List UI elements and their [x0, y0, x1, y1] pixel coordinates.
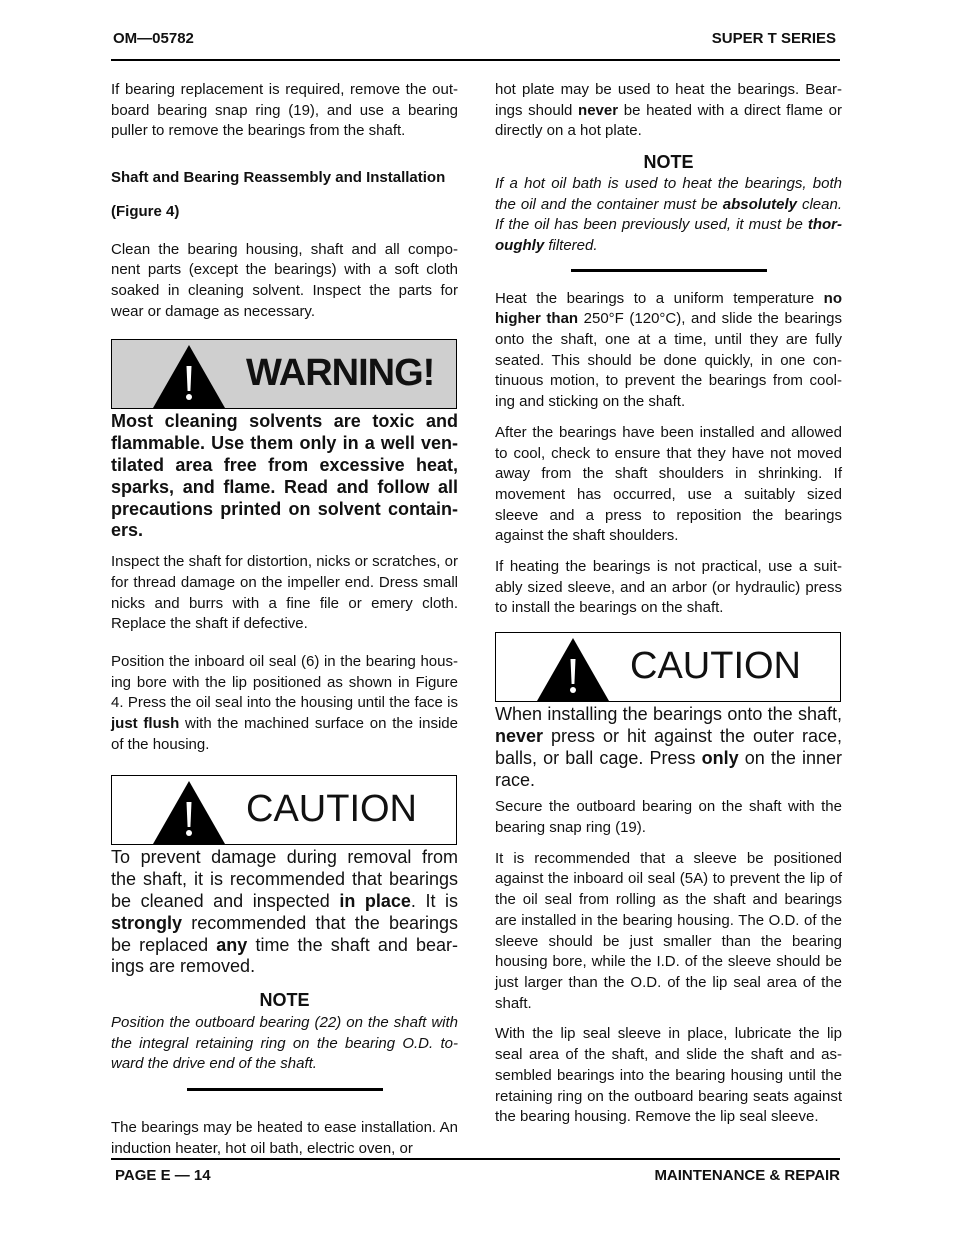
- sleeve-recommendation-text: It is recommended that a sleeve be positioned against the inboard oil seal (5A) to prevent the lip of the oil seal from rolling as the shaft and bearings are installed in the bearing housing. The O.D. of the sleeve should be just smaller than the bearing housing bore, while the I.D. of the sleeve should be just larger than the O.D. of the lip seal area of the shaft.: [495, 849, 842, 1012]
- oil-seal-text: [111, 652, 458, 756]
- heat-emphasis: no higher than: [495, 289, 842, 328]
- series-title: SUPER T SERIES: [711, 30, 836, 47]
- note-text-part: clean. If the oil has been previously used, it must be: [495, 195, 842, 234]
- caution-triangle-icon: [536, 637, 610, 701]
- caution-text: [111, 847, 458, 978]
- oil-seal-text-part: with the machined surface on the inside of the housing.: [111, 715, 458, 753]
- warning-box: [111, 339, 457, 409]
- caution-label: CAUTION: [246, 788, 417, 831]
- note-title: NOTE: [259, 990, 310, 1011]
- caution-text-part: When installing the bearings onto the shaft,: [495, 704, 842, 725]
- oil-seal-emphasis: just flush: [111, 715, 180, 733]
- note-title: NOTE: [643, 152, 694, 173]
- caution-text-part: time the shaft and bear-ings are removed.: [111, 934, 458, 977]
- hot-plate-text: [495, 80, 842, 142]
- hot-plate-emphasis: never: [578, 101, 619, 119]
- heating-text: The bearings may be heated to ease installation. An induction heater, hot oil bath, electric oven, or: [111, 1119, 458, 1157]
- caution-emphasis: any: [216, 934, 248, 955]
- heat-temperature-text: [495, 289, 842, 413]
- cooling-check-text: After the bearings have been installed and allowed to cool, check to ensure that they have not moved away from the shaft shoulders in shrinking. If movement has occurred, use a suitably sized sleeve and a press to reposition the bearings against the shaft shoulders.: [495, 423, 842, 545]
- caution-label: CAUTION: [630, 645, 801, 688]
- caution-text-part: press or hit against the outer race, balls, or ball cage. Press: [495, 725, 842, 768]
- note-emphasis: absolutely: [722, 195, 797, 213]
- hot-plate-text-part: be heated with a direct flame or directly on a hot plate.: [495, 101, 842, 140]
- warning-label: WARNING!: [246, 352, 435, 395]
- caution-text-part: To prevent damage during removal from the shaft, it is recommended that bearings be cleaned and inspected: [111, 847, 458, 912]
- caution-emphasis: in place: [339, 891, 411, 912]
- lubricate-text: With the lip seal sleeve in place, lubricate the lip seal area of the shaft, and slide the shaft and as-sembled bearings into the bearing housing until the retaining ring on the outboard bearing seats against the bearing housing. Remove the lip seal sleeve.: [495, 1025, 842, 1126]
- note-emphasis: thor-oughly: [495, 216, 842, 254]
- header-rule: [111, 59, 840, 61]
- caution-box: [495, 632, 841, 702]
- right-column: [495, 80, 842, 1128]
- heat-text-part: 250°F (120°C), and slide the bearings onto the shaft, one at a time, until they are fully seated. This should be done quickly, in one con-tinuous motion, to prevent the bearings from cool-ing and sticking on the shaft.: [495, 310, 842, 411]
- footer-rule: [111, 1158, 840, 1160]
- cleaning-text: Clean the bearing housing, shaft and all compo-nent parts (except the bearings) with a soft cloth soaked in cleaning solvent. Inspect the parts for wear or damage as necessary.: [111, 240, 458, 320]
- caution-emphasis: only: [701, 747, 739, 768]
- figure-reference: (Figure 4): [111, 202, 180, 220]
- doc-number: OM—05782: [113, 30, 194, 47]
- caution-text: [495, 704, 842, 791]
- caution-emphasis: strongly: [111, 912, 183, 933]
- oil-seal-text-part: Position the inboard oil seal (6) in the bearing hous-ing bore with the lip positioned as shown in Figure 4. Press the oil seal into the housing until the face is: [111, 652, 458, 712]
- note-end-rule: [571, 269, 767, 272]
- caution-box: [111, 775, 457, 845]
- caution-text-part: on the inner race.: [495, 747, 843, 790]
- note-text: [495, 174, 842, 257]
- caution-text-part: . It is: [410, 891, 458, 912]
- section-heading: Shaft and Bearing Reassembly and Installation: [111, 169, 446, 187]
- sleeve-press-text: If heating the bearings is not practical, use a suit-ably sized sleeve, and an arbor (or hydraulic) press to install the bearings on the shaft.: [495, 558, 842, 617]
- bearing-removal-text: If bearing replacement is required, remove the out-board bearing snap ring (19), and use a bearing puller to remove the bearings from the shaft.: [111, 81, 458, 140]
- heat-text-part: Heat the bearings to a uniform temperature: [495, 289, 824, 307]
- warning-triangle-icon: [152, 344, 226, 408]
- shaft-inspection-text: Inspect the shaft for distortion, nicks or scratches, or for thread damage on the impeller end. Dress small nicks and burrs with a fine file or emery cloth. Replace the shaft if defective.: [111, 553, 458, 633]
- note-end-rule: [187, 1088, 383, 1091]
- note-text-part: filtered.: [544, 236, 598, 254]
- left-column: [111, 80, 458, 1159]
- caution-emphasis: never: [495, 725, 544, 746]
- hot-plate-text-part: hot plate may be used to heat the bearings. Bear-ings should: [495, 81, 842, 119]
- page-number: PAGE E — 14: [115, 1167, 211, 1184]
- caution-text-part: recommended that the bearings be replaced: [111, 912, 458, 955]
- note-text: Position the outboard bearing (22) on the shaft with the integral retaining ring on the bearing O.D. to-ward the drive end of the shaft.: [111, 1013, 458, 1073]
- note-text-part: If a hot oil bath is used to heat the bearings, both the oil and the container must be: [495, 174, 842, 213]
- caution-triangle-icon: [152, 780, 226, 844]
- warning-text: Most cleaning solvents are toxic and flammable. Use them only in a well ven-tilated area free from excessive heat, sparks, and flame. Read and follow all precautions printed on solvent contain-ers.: [111, 411, 458, 541]
- section-name: MAINTENANCE & REPAIR: [654, 1167, 840, 1184]
- snap-ring-text: Secure the outboard bearing on the shaft with the bearing snap ring (19).: [495, 798, 842, 837]
